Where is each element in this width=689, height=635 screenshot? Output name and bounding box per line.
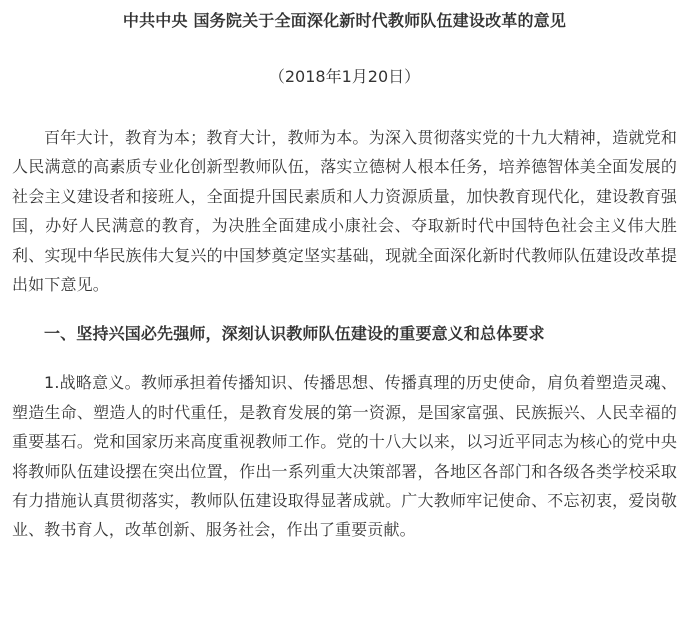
document-title: 中共中央 国务院关于全面深化新时代教师队伍建设改革的意见 [122, 11, 567, 30]
document-date: （2018年1月20日） [268, 67, 421, 86]
section-heading: 一、坚持兴国必先强师，深刻认识教师队伍建设的重要意义和总体要求 [44, 324, 545, 344]
strategic-significance-paragraph: 1.战略意义。教师承担着传播知识、传播思想、传播真理的历史使命，肩负着塑造灵魂、塑造生命、塑造人的时代重任，是教育发展的第一资源，是国家富强、民族振兴、人民幸福的重要基石。党和国家历来高度重视教师工作。党的十八大以来，以习近平同志为核心的党中央将教师队伍建设摆在突出位置，作出一系列重大决策部署，各地区各部门和各级各类学校采取有力措施认真贯彻落实，教师队伍建设取得显著成就。广大教师牢记使命、不忘初衷，爱岗敬业、教书育人，改革创新、服务社会，作出了重要贡献。 [12, 373, 677, 540]
intro-paragraph: 百年大计，教育为本；教育大计，教师为本。为深入贯彻落实党的十九大精神，造就党和人民满意的高素质专业化创新型教师队伍，落实立德树人根本任务，培养德智体美全面发展的社会主义建设者和接班人，全面提升国民素质和人力资源质量，加快教育现代化，建设教育强国，办好人民满意的教育，为决胜全面建成小康社会、夺取新时代中国特色社会主义伟大胜利、实现中华民族伟大复兴的中国梦奠定坚实基础，现就全面深化新时代教师队伍建设改革提出如下意见。 [12, 128, 677, 295]
